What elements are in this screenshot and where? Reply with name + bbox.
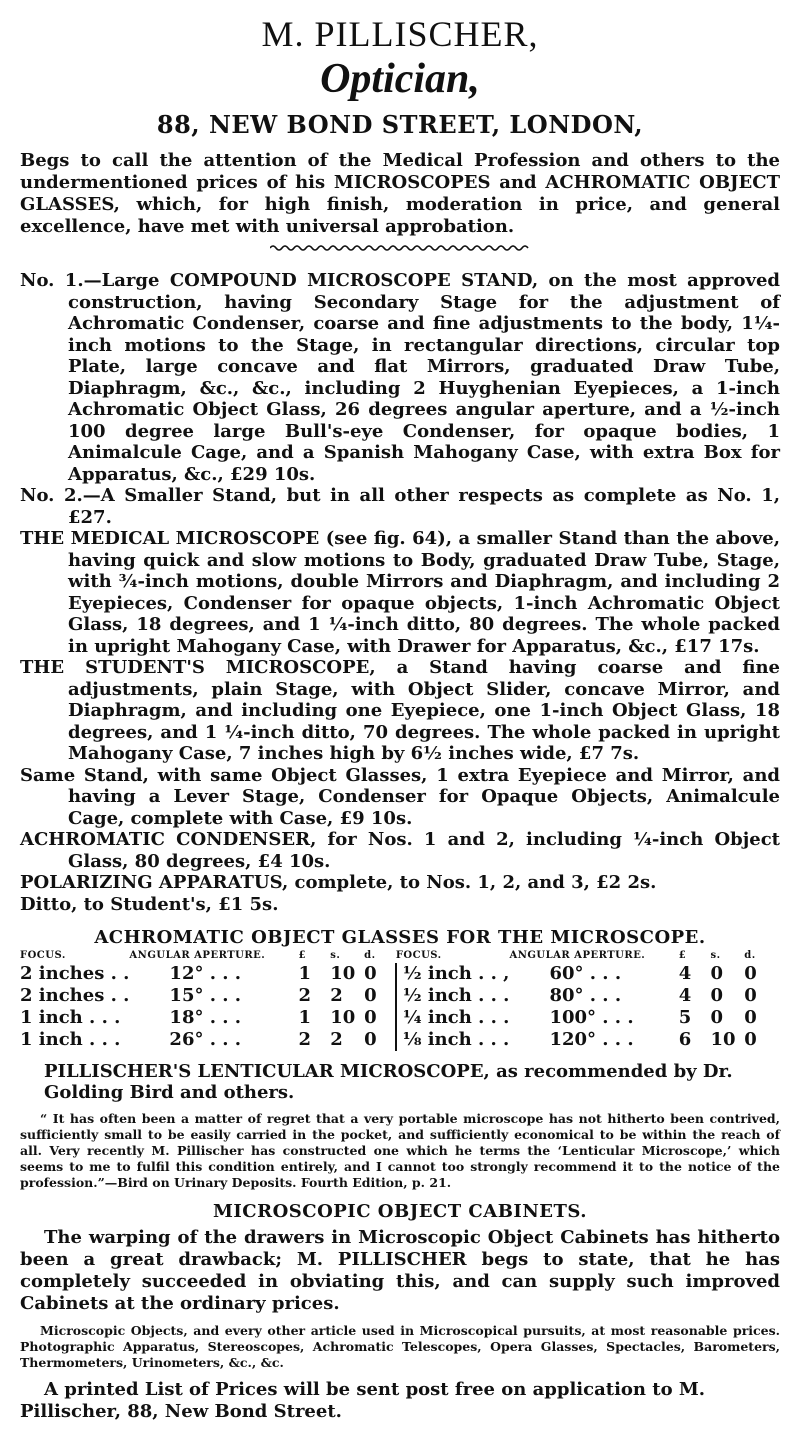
item-students-microscope: THE STUDENT'S MICROSCOPE, a Stand having coarse and fine adjustments, plain Stage, with Object Slider, concave Mirror, and Diaphragm, and including one Eyepiece, one 1-inch Object Glass, 18 degrees, and 1 ¼-inch ditto, 70 degrees. The whole packed in upright Mahogany Case, 7 inches high by 6½ inches wide, £7 7s. xyxy=(20,657,780,764)
focus-cell: ½ inch . . , xyxy=(396,963,510,985)
focus-cell: 2 inches . . xyxy=(20,963,130,984)
pence-cell: 0 xyxy=(744,985,757,1006)
col-shillings-left: s. xyxy=(330,950,341,961)
aperture-cell: 12° . . . xyxy=(169,963,242,984)
shillings-cell: 10 xyxy=(330,1007,356,1028)
col-pounds-left: £ xyxy=(298,950,306,961)
pence-cell: 0 xyxy=(744,1029,757,1050)
table-row xyxy=(20,1007,780,1029)
aperture-cell: 100° . . . xyxy=(549,1007,634,1028)
pence-cell: 0 xyxy=(744,1007,757,1028)
aperture-cell: 60° . . . xyxy=(549,963,622,984)
pounds-cell: 2 xyxy=(298,985,312,1006)
pounds-cell: 4 xyxy=(678,985,692,1006)
focus-cell: ¼ inch . . . xyxy=(396,1007,510,1029)
address: 88, NEW BOND STREET, LONDON, xyxy=(156,110,644,139)
shillings-cell: 10 xyxy=(710,1029,736,1050)
aperture-cell: 26° . . . xyxy=(169,1029,242,1050)
pence-cell: 0 xyxy=(364,1029,377,1050)
shillings-cell: 0 xyxy=(710,985,723,1006)
glasses-table-title: ACHROMATIC OBJECT GLASSES FOR THE MICROSCOPE. xyxy=(94,927,706,948)
focus-cell: ½ inch . . . xyxy=(396,985,510,1007)
shillings-cell: 0 xyxy=(710,963,723,984)
item-medical-microscope: THE MEDICAL MICROSCOPE (see fig. 64), a smaller Stand than the above, having quick and slow motions to Body, graduated Draw Tube, Stage, with ¾-inch motions, double Mirrors and Diaphragm, and including 2 Eyepieces, Condenser for opaque objects, 1-inch Achromatic Object Glass, 18 degrees, and 1 ¼-inch ditto, 80 degrees. The whole packed in upright Mahogany Case, with Drawer for Apparatus, &c., £17 17s. xyxy=(20,528,780,657)
object-glasses-table xyxy=(20,949,780,1051)
intro-paragraph: Begs to call the attention of the Medical Profession and others to the undermentioned prices of his MICROSCOPES and ACHROMATIC OBJECT GLASSES, which, for high finish, moderation in price, and general excellence, have met with universal approbation. xyxy=(20,150,780,237)
col-focus-right: FOCUS. xyxy=(395,950,442,961)
focus-cell: 1 inch . . . xyxy=(20,1029,121,1050)
table-row xyxy=(20,1029,780,1051)
firm-name: M. PILLISCHER, xyxy=(261,14,539,54)
table-header-row xyxy=(20,949,780,963)
focus-cell: 1 inch . . . xyxy=(20,1007,121,1028)
price-list-notice: A printed List of Prices will be sent post free on application to M. Pillischer, 88, New Bond Street. xyxy=(20,1379,706,1422)
aperture-cell: 120° . . . xyxy=(549,1029,634,1050)
item-ditto: Ditto, to Student's, £1 5s. xyxy=(20,893,279,915)
pence-cell: 0 xyxy=(744,963,757,984)
focus-cell: ⅛ inch . . . xyxy=(396,1029,510,1051)
item-no2: No. 2.—A Smaller Stand, but in all other respects as complete as No. 1, £27. xyxy=(20,485,780,528)
objects-paragraph: Microscopic Objects, and every other article used in Microscopical pursuits, at most reasonable prices. Photographic Apparatus, Stereoscopes, Achromatic Telescopes, Opera Glasses, Spectacles, Barometers, Thermometers, Urinometers, &c., &c. xyxy=(20,1323,780,1370)
pounds-cell: 1 xyxy=(298,1007,312,1028)
col-focus-left: FOCUS. xyxy=(20,950,66,961)
item-no1: No. 1.—Large COMPOUND MICROSCOPE STAND, on the most approved construction, having Secondary Stage for the adjustment of Achromatic Condenser, coarse and fine adjustments to the body, 1¼-inch motions to the Stage, in rectangular directions, circular top Plate, large concave and flat Mirrors, graduated Draw Tube, Diaphragm, &c., &c., including 2 Huyghenian Eyepieces, a 1-inch Achromatic Object Glass, 26 degrees angular aperture, and a ½-inch 100 degree large Bull's-eye Condenser, for opaque bodies, 1 Animalcule Cage, and a Spanish Mahogany Case, with extra Box for Apparatus, &c., £29 10s. xyxy=(20,270,780,485)
shillings-cell: 2 xyxy=(330,985,343,1006)
pounds-cell: 1 xyxy=(298,963,312,984)
pounds-cell: 6 xyxy=(678,1029,692,1050)
item-polarizing: POLARIZING APPARATUS, complete, to Nos. 1, 2, and 3, £2 2s. xyxy=(20,872,657,893)
cabinets-title: MICROSCOPIC OBJECT CABINETS. xyxy=(212,1201,588,1222)
aperture-cell: 18° . . . xyxy=(169,1007,242,1028)
cabinets-paragraph: The warping of the drawers in Microscopic Object Cabinets has hitherto been a great drawback; M. PILLISCHER begs to state, that he has completely succeeded in obviating this, and can supply such improved Cabinets at the ordinary prices. xyxy=(20,1227,780,1314)
focus-cell: 2 inches . . xyxy=(20,985,130,1006)
aperture-cell: 80° . . . xyxy=(549,985,622,1006)
col-aperture-left: ANGULAR APERTURE. xyxy=(129,950,266,961)
col-aperture-right: ANGULAR APERTURE. xyxy=(509,950,646,961)
testimonial-quote: “ It has often been a matter of regret that a very portable microscope has not hitherto been contrived, sufficiently small to be easily carried in the pocket, and sufficiently economical to be within the reach of all. Very recently M. Pillischer has constructed one which he terms the ‘Lenticular Microscope,’ which seems to me to fulfil this condition entirely, and I cannot too strongly recommend it to the notice of the profession.”—Bird on Urinary Deposits. Fourth Edition, p. 21. xyxy=(20,1111,780,1190)
table-row xyxy=(20,963,780,985)
trade-title: Optician, xyxy=(320,56,480,102)
shillings-cell: 10 xyxy=(330,963,356,984)
pence-cell: 0 xyxy=(364,963,377,984)
pounds-cell: 4 xyxy=(678,963,692,984)
shillings-cell: 0 xyxy=(710,1007,723,1028)
advertisement-page xyxy=(20,0,780,1423)
item-condenser: ACHROMATIC CONDENSER, for Nos. 1 and 2, including ¼-inch Object Glass, 80 degrees, £4 10s. xyxy=(20,829,780,872)
pence-cell: 0 xyxy=(364,1007,377,1028)
pence-cell: 0 xyxy=(364,985,377,1006)
item-same-stand: Same Stand, with same Object Glasses, 1 extra Eyepiece and Mirror, and having a Lever Stage, Condenser for Opaque Objects, Animalcule Cage, complete with Case, £9 10s. xyxy=(20,764,780,829)
shillings-cell: 2 xyxy=(330,1029,343,1050)
pounds-cell: 2 xyxy=(298,1029,312,1050)
lenticular-microscope: PILLISCHER'S LENTICULAR MICROSCOPE, as recommended by Dr. Golding Bird and others. xyxy=(44,1061,733,1103)
col-pence-right: d. xyxy=(744,950,756,961)
col-pence-left: d. xyxy=(364,950,376,961)
col-shillings-right: s. xyxy=(710,950,721,961)
pounds-cell: 5 xyxy=(678,1007,692,1028)
wavy-divider xyxy=(270,244,530,252)
table-row xyxy=(20,985,780,1007)
col-pounds-right: £ xyxy=(678,950,687,961)
price-list xyxy=(20,270,780,915)
aperture-cell: 15° . . . xyxy=(169,985,242,1006)
